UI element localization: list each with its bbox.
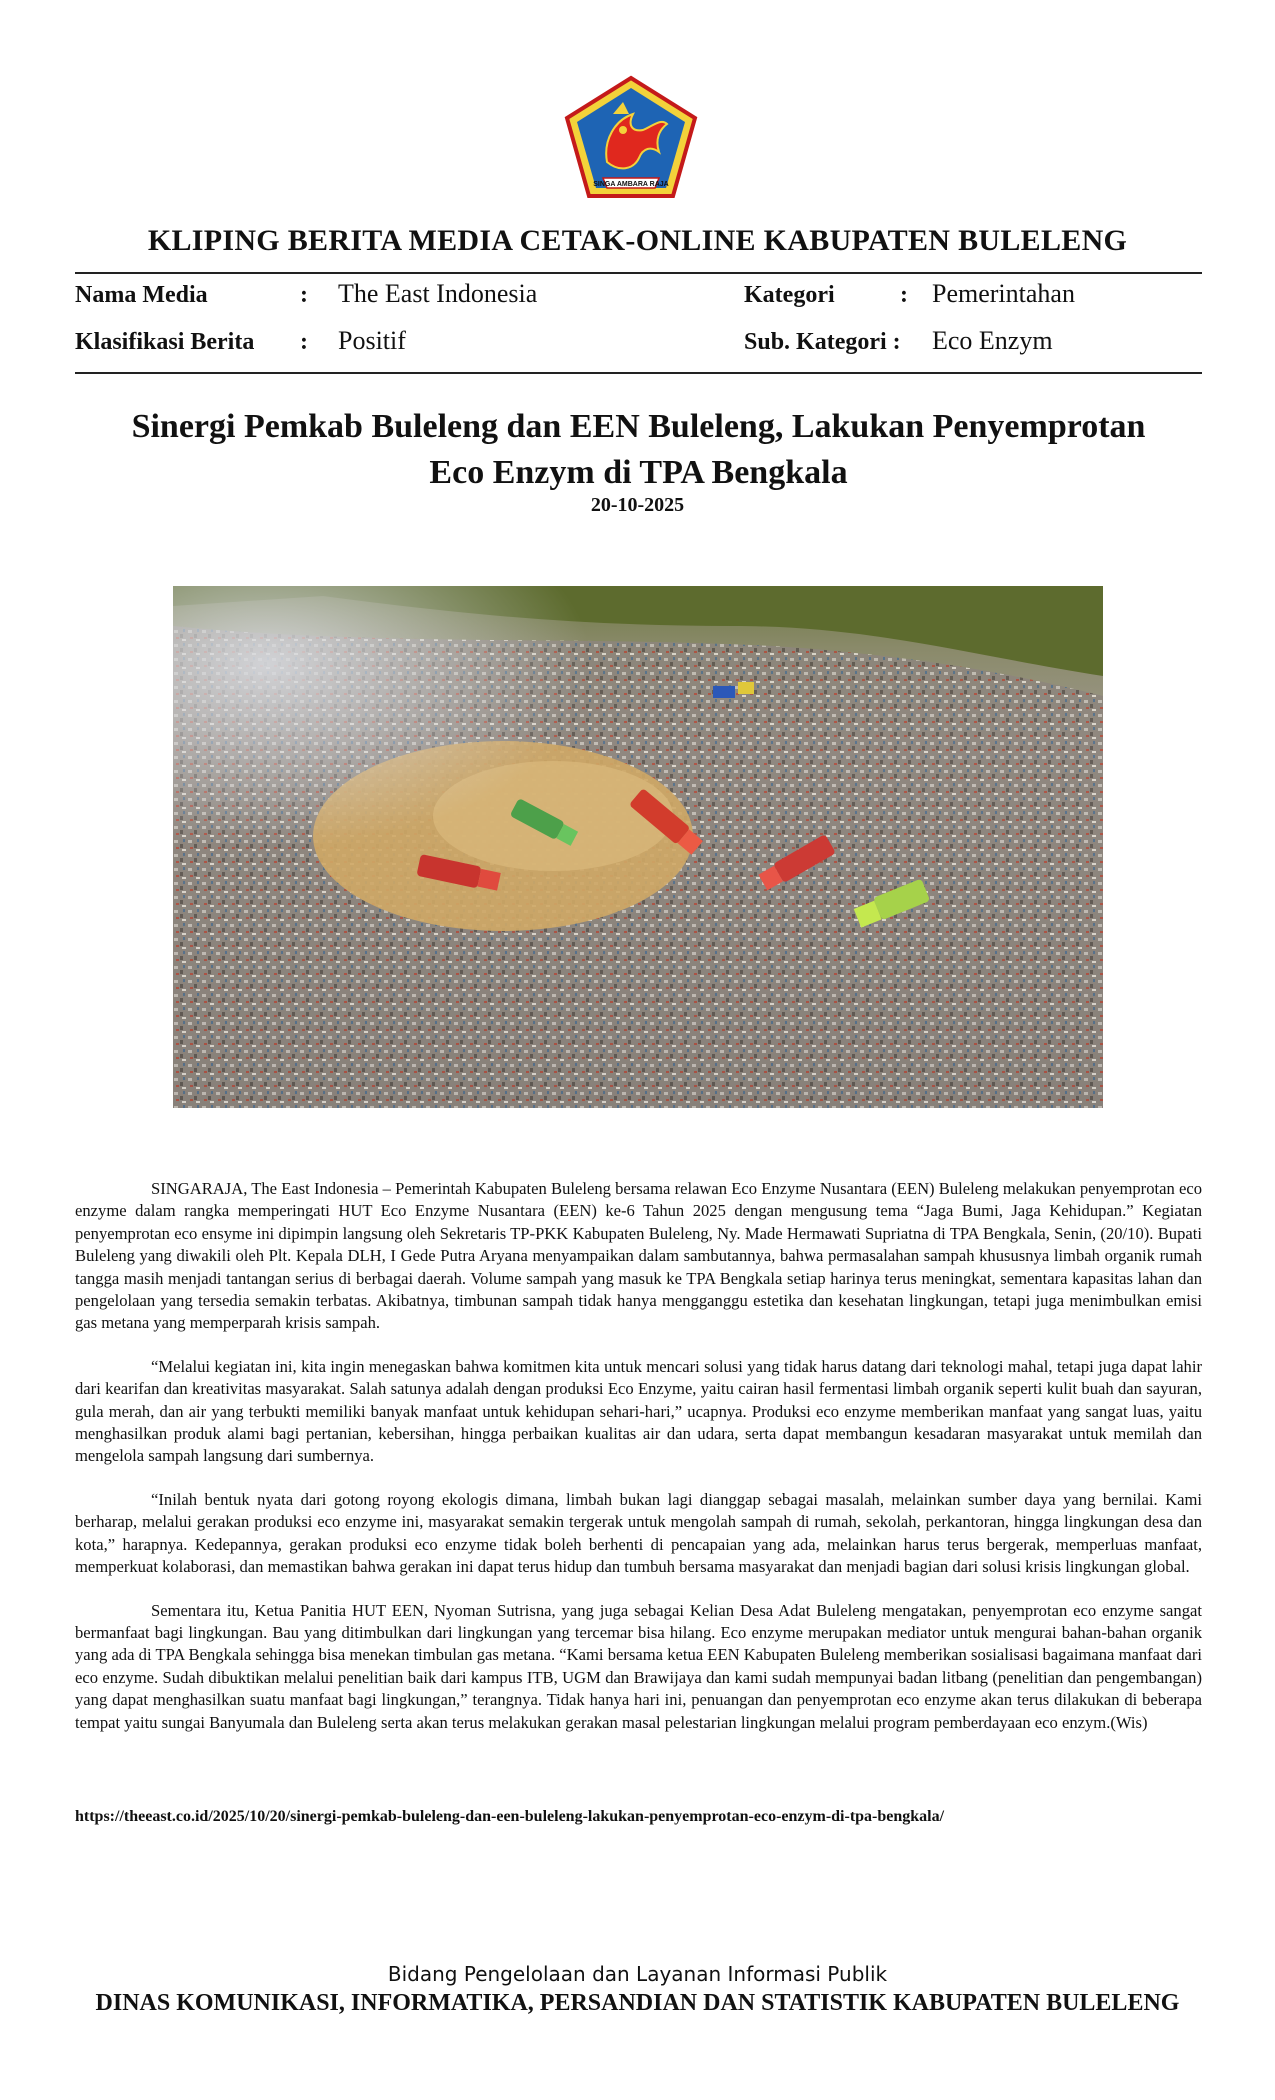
article-title-line-2: Eco Enzym di TPA Bengkala xyxy=(429,454,848,491)
category-value: Pemerintahan xyxy=(932,279,1075,308)
article-date: 20-10-2025 xyxy=(590,494,685,516)
article-photo xyxy=(173,586,1103,1108)
media-name-value: The East Indonesia xyxy=(338,279,538,308)
subcategory-value: Eco Enzym xyxy=(932,326,1053,355)
media-name-label: Nama Media xyxy=(75,282,208,308)
article-paragraph: Sementara itu, Ketua Panitia HUT EEN, Nyoman Sutrisna, yang juga sebagai Kelian Desa Adat Buleleng mengatakan, penyemprotan eco enzyme sangat bermanfaat bagi lingkungan. Bau yang ditimbulkan dari lingkungan yang tercemar bisa hilang. Eco enzyme merupakan mediator untuk mengurai bahan-bahan organik yang ada di TPA Bengkala sehingga bisa menekan timbulan gas metana. “Kami bersama ketua EEN Kabupaten Buleleng memberikan sosialisasi bagaimana manfaat dari eco enzyme. Sudah dibuktikan melalui penelitian baik dari kampus ITB, UGM dan Brawijaya dan kami sudah mempunyai badan litbang (penelitian dan pengembangan) yang dapat menghasilkan suatu manfaat bagi lingkungan,” terangnya. Tidak hanya hari ini, penuangan dan penyemprotan eco enzyme akan terus dilakukan di beberapa tempat yaitu sungai Banyumala dan Buleleng serta akan terus melakukan gerakan masal pelestarian lingkungan melalui program pemberdayaan eco enzym.(Wis) xyxy=(75,1600,1202,1732)
category-colon: : xyxy=(900,282,908,308)
classification-colon: : xyxy=(300,329,308,355)
footer-subtitle: Bidang Pengelolaan dan Layanan Informasi Publik xyxy=(387,1962,888,1986)
svg-text:SINGA AMBARA RAJA: SINGA AMBARA RAJA xyxy=(593,181,669,188)
source-url[interactable]: https://theeast.co.id/2025/10/20/sinergi-pemkab-buleleng-dan-een-buleleng-lakukan-penyemprotan-eco-enzym-di-tpa-bengkala/ xyxy=(75,1808,945,1825)
classification-label: Klasifikasi Berita xyxy=(75,329,255,355)
meta-divider xyxy=(75,372,1202,374)
media-name-colon: : xyxy=(300,282,308,308)
article-title xyxy=(75,404,1202,496)
clipping-header-title: KLIPING BERITA MEDIA CETAK-ONLINE KABUPATEN BULELENG xyxy=(147,224,1128,257)
article-paragraph: “Inilah bentuk nyata dari gotong royong ekologis dimana, limbah bukan lagi dianggap sebagai masalah, melainkan sumber daya yang bernilai. Kami berharap, melalui gerakan produksi eco enzyme ini, masyarakat semakin tergerak untuk mengolah sampah di rumah, sekolah, perkantoran, hingga lingkungan desa dan kota,” harapnya. Kedepannya, gerakan produksi eco enzyme tidak boleh berhenti di pencapaian yang ada, melainkan harus terus bergerak, memperluas manfaat, memperkuat kolaborasi, dan memastikan bahwa gerakan ini dapat terus hidup dan tumbuh bersama masyarakat dan menjadi bagian dari solusi krisis lingkungan global. xyxy=(75,1489,1202,1577)
article-title-line-1: Sinergi Pemkab Buleleng dan EEN Buleleng, Lakukan Penyemprotan xyxy=(131,408,1146,445)
buleleng-regency-emblem-icon xyxy=(563,74,699,200)
article-paragraph: “Melalui kegiatan ini, kita ingin menegaskan bahwa komitmen kita untuk mencari solusi yang tidak harus datang dari teknologi mahal, tetapi juga dapat lahir dari kearifan dan kreativitas masyarakat. Salah satunya adalah dengan produksi Eco Enzyme, yaitu cairan hasil fermentasi limbah organik seperti kulit buah dan sayuran, gula merah, dan air yang terbukti memiliki banyak manfaat untuk kehidupan sehari-hari,” ucapnya. Produksi eco enzyme memberikan manfaat yang sangat luas, yaitu menghasilkan produk alami bagi pertanian, kebersihan, hingga perbaikan kualitas air dan udara, serta dapat membangun kesadaran masyarakat untuk memilah dan mengelola sampah langsung dari sumbernya. xyxy=(75,1356,1202,1466)
article-paragraph: SINGARAJA, The East Indonesia – Pemerintah Kabupaten Buleleng bersama relawan Eco Enzyme Nusantara (EEN) Buleleng melakukan penyemprotan eco enzyme dalam rangka memperingati HUT Eco Enzyme Nusantara (EEN) ke-6 Tahun 2025 dengan mengusung tema “Jaga Bumi, Jaga Kehidupan.” Kegiatan penyemprotan eco ensyme ini dipimpin langsung oleh Sekretaris TP-PKK Kabupaten Buleleng, Ny. Made Hermawati Supriatna di TPA Bengkala, Senin, (20/10). Bupati Buleleng yang diwakili oleh Plt. Kepala DLH, I Gede Putra Aryana menyampaikan dalam sambutannya, bahwa permasalahan sampah khususnya limbah organik rumah tangga masih menjadi tantangan serius di berbagai daerah. Volume sampah yang masuk ke TPA Bengkala setiap harinya terus meningkat, sementara kapasitas lahan dan pengelolaan yang tersedia semakin terbatas. Akibatnya, timbunan sampah tidak hanya mengganggu estetika dan kesehatan lingkungan, tetapi juga menimbulkan emisi gas metana yang memperparah krisis sampah. xyxy=(75,1179,1202,1333)
category-label: Kategori xyxy=(744,282,835,308)
header-divider xyxy=(75,272,1202,274)
footer-title: DINAS KOMUNIKASI, INFORMATIKA, PERSANDIAN DAN STATISTIK KABUPATEN BULELENG xyxy=(95,1990,1180,2016)
article-body xyxy=(75,1178,1202,1755)
classification-value: Positif xyxy=(338,326,406,355)
subcategory-label: Sub. Kategori : xyxy=(744,329,901,355)
